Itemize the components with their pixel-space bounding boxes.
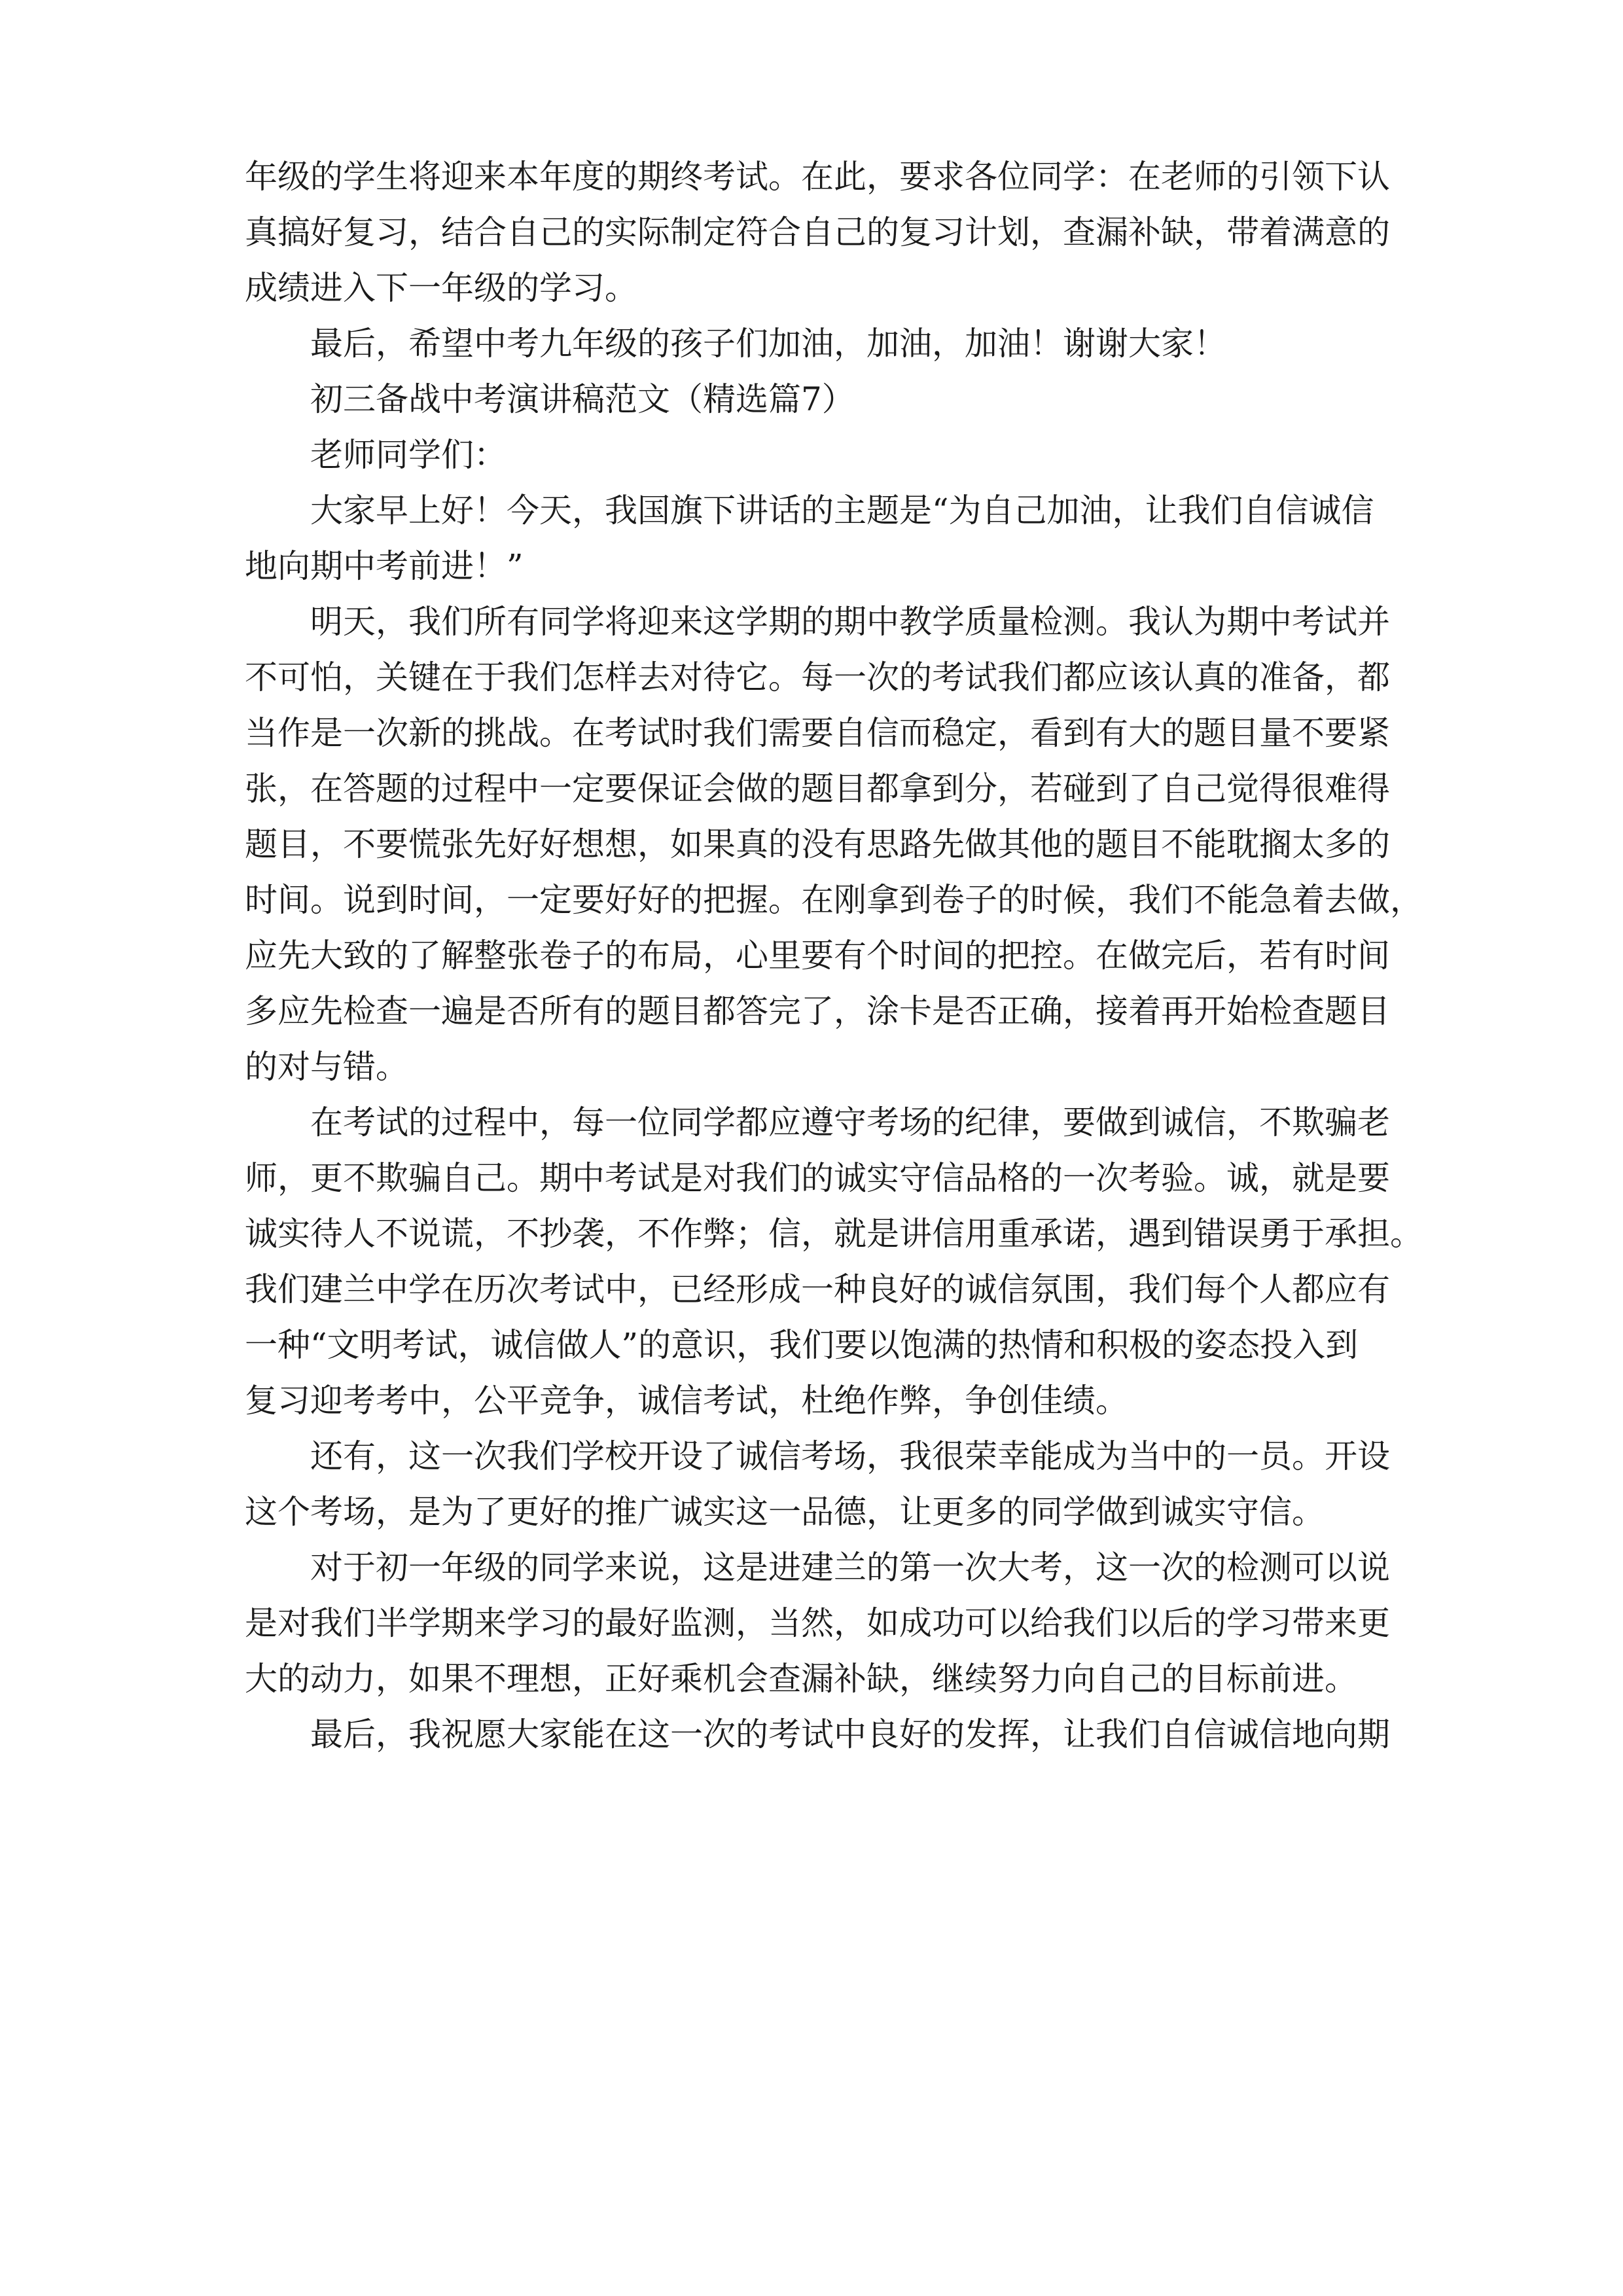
text-line: 师，更不欺骗自己。期中考试是对我们的诚实守信品格的一次考验。诚，就是要 (245, 1159, 1390, 1197)
text-line: 我们建兰中学在历次考试中，已经形成一种良好的诚信氛围，我们每个人都应有 (245, 1270, 1390, 1308)
text-line: 成绩进入下一年级的学习。 (245, 269, 637, 307)
text-line: 大家早上好！今天，我国旗下讲话的主题是“为自己加油，让我们自信诚信 (310, 492, 1374, 529)
document-body (245, 149, 1423, 1763)
text-line: 最后，希望中考九年级的孩子们加油，加油，加油！谢谢大家！ (310, 325, 1226, 363)
text-line: 年级的学生将迎来本年度的期终考试。在此，要求各位同学：在老师的引领下认 (245, 158, 1390, 196)
text-line: 张，在答题的过程中一定要保证会做的题目都拿到分，若碰到了自己觉得很难得 (245, 770, 1390, 808)
text-line: 还有，这一次我们学校开设了诚信考场，我很荣幸能成为当中的一员。开设 (310, 1437, 1390, 1475)
text-line: 应先大致的了解整张卷子的布局，心里要有个时间的把控。在做完后，若有时间 (245, 937, 1390, 975)
text-line: 当作是一次新的挑战。在考试时我们需要自信而稳定，看到有大的题目量不要紧 (245, 714, 1390, 752)
text-line: 复习迎考考中，公平竞争，诚信考试，杜绝作弊，争创佳绩。 (245, 1382, 1128, 1420)
section-heading: 初三备战中考演讲稿范文（精选篇7） (310, 380, 855, 418)
text-line: 一种“文明考试，诚信做人”的意识，我们要以饱满的热情和积极的姿态投入到 (245, 1326, 1359, 1364)
text-line: 地向期中考前进！” (245, 547, 524, 585)
text-line: 多应先检查一遍是否所有的题目都答完了，涂卡是否正确，接着再开始检查题目 (245, 992, 1390, 1030)
text-line: 是对我们半学期来学习的最好监测，当然，如成功可以给我们以后的学习带来更 (245, 1604, 1390, 1642)
text-line: 明天，我们所有同学将迎来这学期的期中教学质量检测。我认为期中考试并 (310, 603, 1390, 641)
text-line: 最后，我祝愿大家能在这一次的考试中良好的发挥，让我们自信诚信地向期 (310, 1715, 1390, 1753)
text-line: 对于初一年级的同学来说，这是进建兰的第一次大考，这一次的检测可以说 (310, 1549, 1390, 1587)
text-line: 这个考场，是为了更好的推广诚实这一品德，让更多的同学做到诚实守信。 (245, 1493, 1325, 1531)
text-line: 题目，不要慌张先好好想想，如果真的没有思路先做其他的题目不能耽搁太多的 (245, 825, 1390, 863)
text-line: 真搞好复习，结合自己的实际制定符合自己的复习计划，查漏补缺，带着满意的 (245, 213, 1390, 251)
text-line: 诚实待人不说谎，不抄袭，不作弊；信，就是讲信用重承诺，遇到错误勇于承担。 (245, 1215, 1423, 1253)
text-line: 的对与错。 (245, 1048, 408, 1086)
text-line: 在考试的过程中，每一位同学都应遵守考场的纪律，要做到诚信，不欺骗老 (310, 1103, 1390, 1141)
text-line: 时间。说到时间，一定要好好的把握。在刚拿到卷子的时候，我们不能急着去做， (245, 881, 1423, 919)
text-line: 不可怕，关键在于我们怎样去对待它。每一次的考试我们都应该认真的准备，都 (245, 658, 1390, 696)
text-line: 大的动力，如果不理想，正好乘机会查漏补缺，继续努力向自己的目标前进。 (245, 1660, 1357, 1698)
salutation: 老师同学们： (310, 436, 507, 474)
